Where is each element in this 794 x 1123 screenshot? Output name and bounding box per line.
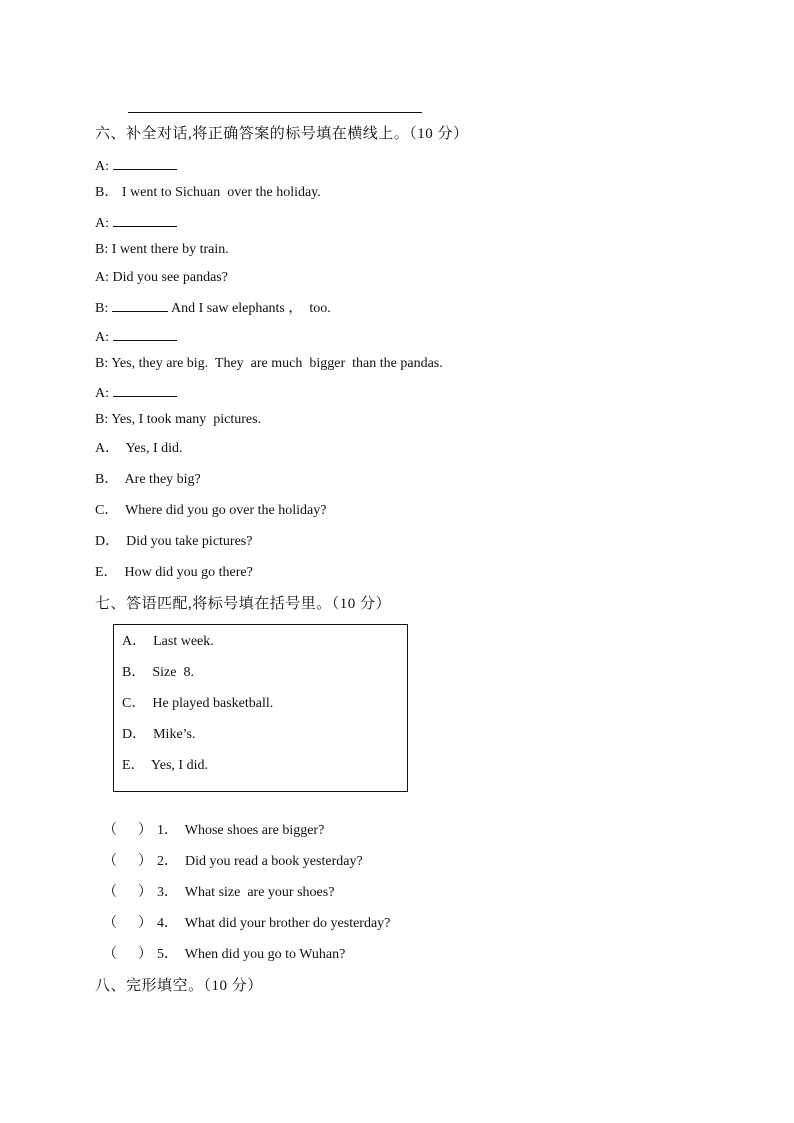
dialogue-line bbox=[95, 269, 228, 287]
answer-parentheses[interactable]: （ ） bbox=[103, 823, 152, 838]
dialogue-line bbox=[95, 383, 177, 403]
dialogue-line bbox=[95, 355, 443, 373]
dialogue-line bbox=[95, 184, 321, 202]
answer-blank[interactable] bbox=[113, 213, 177, 227]
option-item: B． Are they big? bbox=[95, 472, 201, 487]
answer-option: A． Last week. bbox=[122, 634, 214, 649]
question-text: 3． What size are your shoes? bbox=[157, 885, 335, 900]
speaker-label: A: bbox=[95, 159, 109, 174]
question-item bbox=[103, 853, 363, 871]
question-text: 1． Whose shoes are bigger? bbox=[157, 823, 325, 838]
question-text: 2． Did you read a book yesterday? bbox=[157, 854, 363, 869]
dialogue-line bbox=[95, 298, 331, 318]
answer-parentheses[interactable]: （ ） bbox=[103, 916, 152, 931]
answer-parentheses[interactable]: （ ） bbox=[103, 947, 152, 962]
answer-blank[interactable] bbox=[112, 298, 168, 312]
speaker-label: B: bbox=[95, 356, 109, 371]
answer-blank[interactable] bbox=[113, 383, 177, 397]
dialogue-line bbox=[95, 213, 177, 233]
question-text: 4． What did your brother do yesterday? bbox=[157, 916, 391, 931]
dialogue-line bbox=[95, 411, 261, 429]
speaker-label: A: bbox=[95, 270, 109, 285]
dialogue-line bbox=[95, 327, 177, 347]
answer-blank[interactable] bbox=[113, 327, 177, 341]
option-item: C． Where did you go over the holiday? bbox=[95, 503, 327, 518]
speaker-label: B: bbox=[95, 242, 109, 257]
dialogue-text: And I saw elephants ， too. bbox=[170, 301, 331, 316]
dialogue-text: Did you see pandas? bbox=[112, 270, 228, 285]
question-text: 5． When did you go to Wuhan? bbox=[157, 947, 346, 962]
speaker-label: A: bbox=[95, 330, 109, 345]
answer-option: E． Yes, I did. bbox=[122, 758, 208, 773]
question-item bbox=[103, 884, 334, 902]
dialogue-text: Yes, they are big. They are much bigger than the pandas. bbox=[111, 356, 443, 371]
question-item bbox=[103, 822, 324, 840]
speaker-label: B． bbox=[95, 185, 119, 200]
answer-option: C． He played basketball. bbox=[122, 696, 274, 711]
speaker-label: A: bbox=[95, 386, 109, 401]
dialogue-text: I went there by train. bbox=[111, 242, 229, 257]
speaker-label: B: bbox=[95, 301, 109, 316]
answer-line-top bbox=[128, 112, 422, 113]
section-6-heading: 六、补全对话,将正确答案的标号填在横线上。（10 分） bbox=[95, 126, 469, 142]
speaker-label: A: bbox=[95, 216, 109, 231]
dialogue-line bbox=[95, 156, 177, 176]
dialogue-line bbox=[95, 241, 229, 259]
answer-parentheses[interactable]: （ ） bbox=[103, 854, 152, 869]
section-7-heading: 七、答语匹配,将标号填在括号里。（10 分） bbox=[95, 596, 392, 612]
dialogue-text: I went to Sichuan over the holiday. bbox=[121, 185, 321, 200]
question-item bbox=[103, 946, 345, 964]
answer-blank[interactable] bbox=[113, 156, 177, 170]
option-item: A． Yes, I did. bbox=[95, 441, 183, 456]
speaker-label: B: bbox=[95, 412, 109, 427]
answer-option: D． Mike’s. bbox=[122, 727, 196, 742]
dialogue-text: Yes, I took many pictures. bbox=[111, 412, 262, 427]
question-item bbox=[103, 915, 390, 933]
answer-box bbox=[113, 624, 408, 792]
answer-parentheses[interactable]: （ ） bbox=[103, 885, 152, 900]
answer-option: B． Size 8. bbox=[122, 665, 194, 680]
option-item: E． How did you go there? bbox=[95, 565, 253, 580]
option-item: D． Did you take pictures? bbox=[95, 534, 253, 549]
section-8-heading: 八、完形填空。（10 分） bbox=[95, 978, 263, 994]
